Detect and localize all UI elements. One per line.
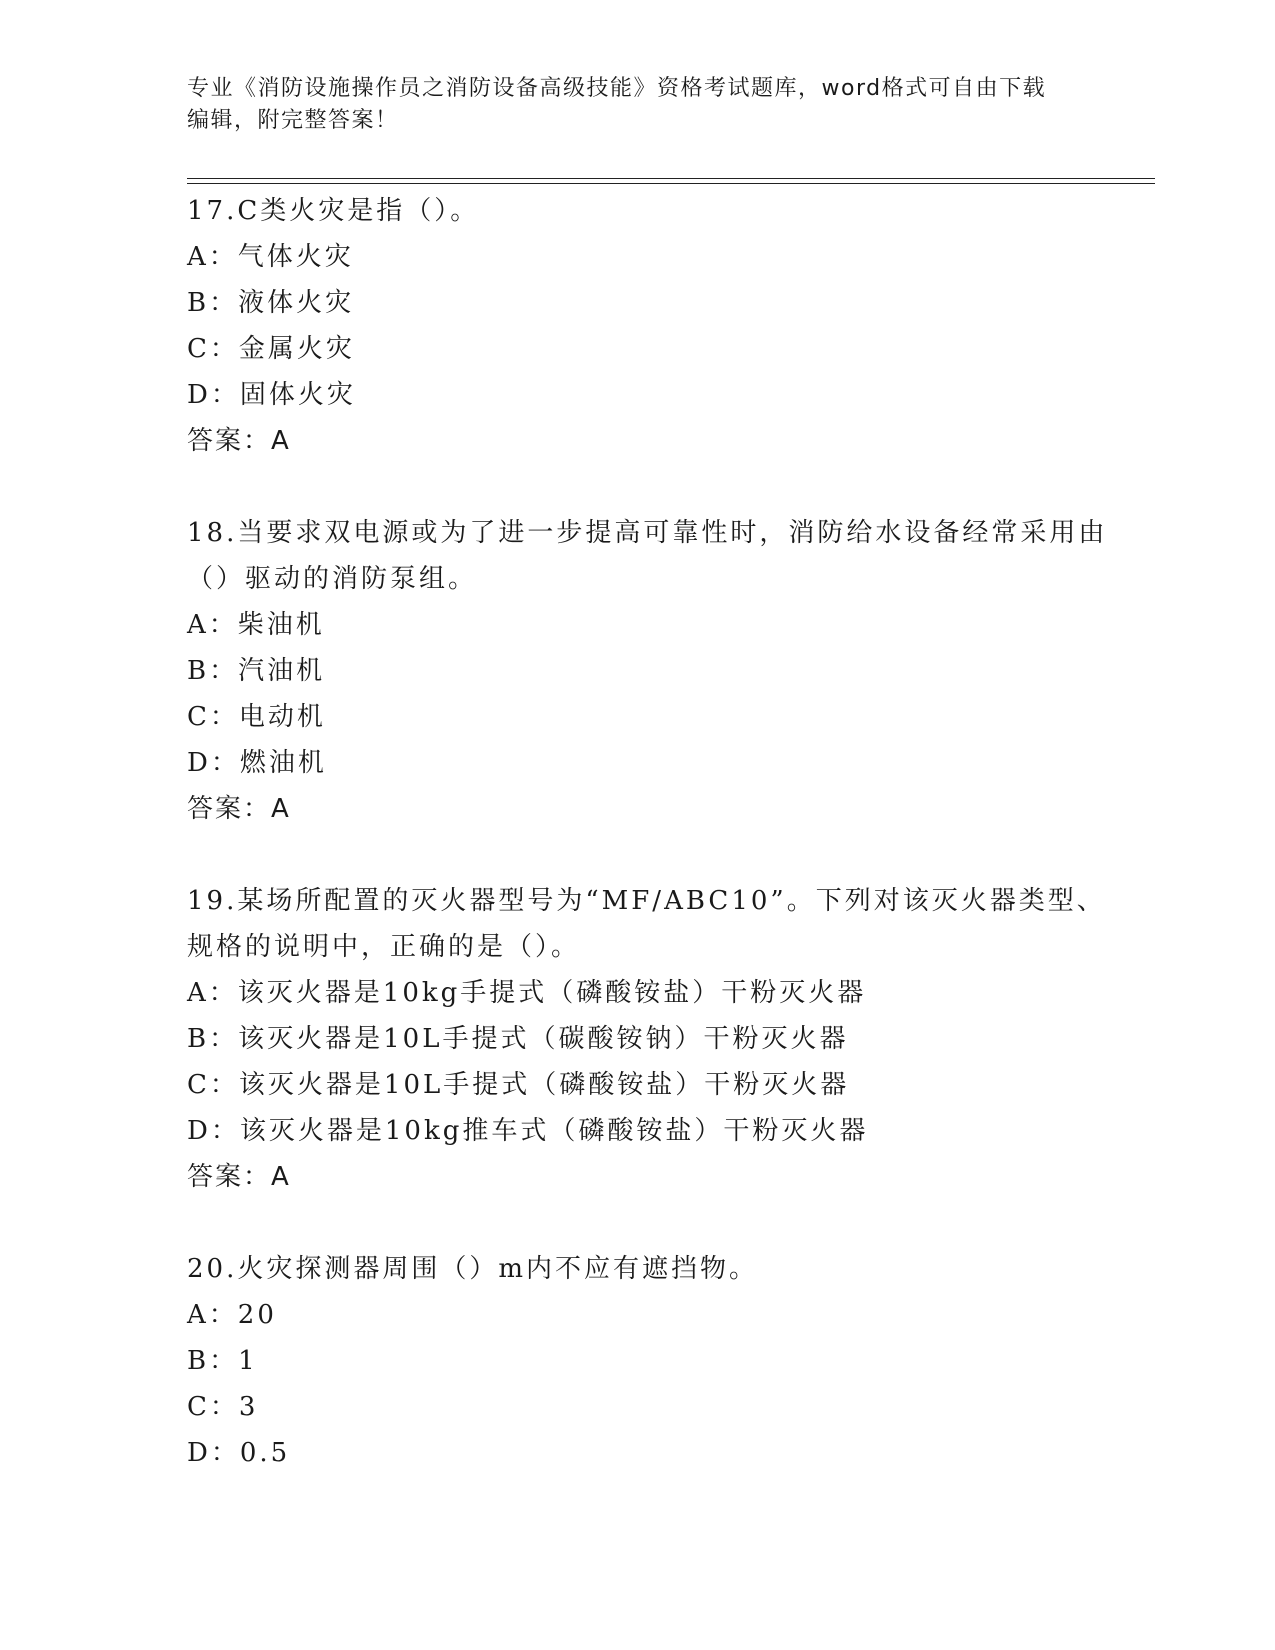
question-stem: 17.C类火灾是指（）。 [187, 196, 480, 226]
answer-line: 答案：A [187, 1162, 291, 1192]
option-text: 0.5 [239, 1438, 291, 1468]
option-label: B： [187, 1346, 239, 1376]
option-label: B： [187, 288, 239, 318]
option-a [187, 970, 1117, 1016]
option-b [187, 1016, 1117, 1062]
option-label: D： [187, 380, 240, 410]
option-label: A： [187, 1300, 238, 1330]
option-a [187, 1292, 1117, 1338]
option-label: C： [187, 1070, 239, 1100]
answer-line: 答案：A [187, 794, 291, 824]
option-text: 汽油机 [238, 656, 326, 686]
option-label: D： [187, 1116, 240, 1146]
header-divider-bottom [187, 183, 1155, 184]
option-label: D： [187, 1438, 240, 1468]
question-stem: 18.当要求双电源或为了进一步提高可靠性时，消防给水设备经常采用由（）驱动的消防泵组。 [187, 518, 1108, 594]
option-d [187, 740, 1117, 786]
option-text: 该灭火器是10kg手提式（磷酸铵盐）干粉灭火器 [237, 978, 867, 1008]
option-text: 该灭火器是10kg推车式（磷酸铵盐）干粉灭火器 [239, 1116, 869, 1146]
option-label: D： [187, 748, 240, 778]
option-text: 柴油机 [237, 610, 325, 640]
option-text: 固体火灾 [239, 380, 356, 410]
option-c [187, 326, 1117, 372]
option-b [187, 280, 1117, 326]
question-18 [187, 510, 1117, 832]
question-stem: 19.某场所配置的灭火器型号为“MF/ABC10”。下列对该灭火器类型、规格的说明中，正确的是（）。 [187, 886, 1106, 962]
option-b [187, 648, 1117, 694]
option-d [187, 1108, 1117, 1154]
option-text: 金属火灾 [238, 334, 355, 364]
option-label: C： [187, 702, 239, 732]
option-text: 3 [238, 1392, 259, 1422]
option-text: 气体火灾 [237, 242, 354, 272]
question-20 [187, 1246, 1117, 1476]
option-label: C： [187, 334, 239, 364]
option-text: 液体火灾 [238, 288, 355, 318]
option-label: A： [187, 242, 238, 272]
question-list [187, 188, 1117, 1476]
page-header: 专业《消防设施操作员之消防设备高级技能》资格考试题库，word格式可自由下载编辑，附完整答案！ [187, 76, 1047, 133]
option-text: 1 [238, 1346, 258, 1376]
question-stem: 20.火灾探测器周围（）m内不应有遮挡物。 [187, 1254, 759, 1284]
option-c [187, 1062, 1117, 1108]
option-label: B： [187, 1024, 239, 1054]
option-label: A： [187, 610, 238, 640]
option-a [187, 602, 1117, 648]
option-text: 电动机 [238, 702, 326, 732]
question-17 [187, 188, 1117, 464]
option-label: C： [187, 1392, 239, 1422]
option-text: 该灭火器是10L手提式（磷酸铵盐）干粉灭火器 [238, 1070, 850, 1100]
answer-line: 答案：A [187, 426, 291, 456]
option-text: 燃油机 [239, 748, 327, 778]
option-b [187, 1338, 1117, 1384]
option-label: B： [187, 656, 239, 686]
option-d [187, 372, 1117, 418]
option-c [187, 1384, 1117, 1430]
option-label: A： [187, 978, 238, 1008]
option-d [187, 1430, 1117, 1476]
option-text: 该灭火器是10L手提式（碳酸铵钠）干粉灭火器 [238, 1024, 849, 1054]
option-text: 20 [237, 1300, 277, 1330]
header-divider-top [187, 178, 1155, 179]
option-a [187, 234, 1117, 280]
option-c [187, 694, 1117, 740]
question-19 [187, 878, 1117, 1200]
